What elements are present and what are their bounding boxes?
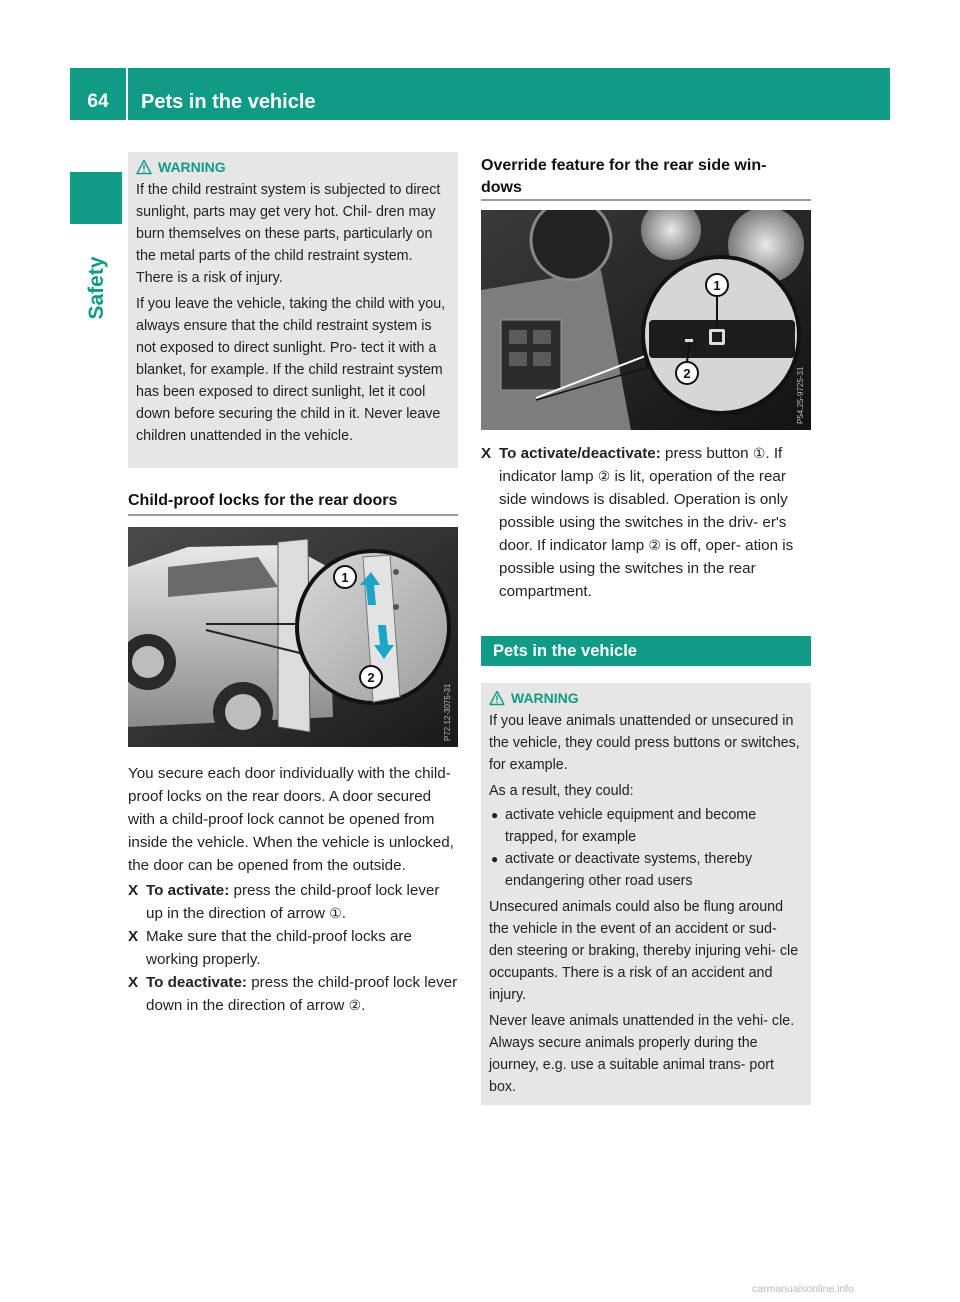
list-item <box>489 804 803 848</box>
callout-2: 2 <box>683 366 691 381</box>
warning-box-pets <box>481 683 811 1105</box>
bullet-icon: ● <box>491 852 499 866</box>
warning-paragraph-1: If the child restraint system is subjected to direct sunlight, parts may get very hot. Chil- dren may burn themselves on these parts, particularly on the metal parts of the child restraint system. There is a risk of injury. <box>136 182 441 286</box>
instruction-label: To deactivate: <box>146 974 247 991</box>
warning-heading <box>136 156 450 178</box>
list-item <box>489 848 803 892</box>
section-rule <box>128 514 458 516</box>
instruction-text: is lit, operation of the rear side windows is disabled. Operation is only possible using the switches in the driv- er's door. If indicator lamp <box>499 468 788 554</box>
instruction-text: Make sure that the child-proof locks are working properly. <box>146 928 412 968</box>
circled-number-2: ② <box>597 468 611 484</box>
warning-title: WARNING <box>158 159 226 175</box>
callout-1: 1 <box>341 570 349 585</box>
watermark: carmanualsonline.info <box>752 1283 855 1295</box>
section-heading-pets: Pets in the vehicle <box>481 636 811 666</box>
instruction-arrow-icon: X <box>481 445 492 462</box>
list-item-text: activate or deactivate systems, thereby endangering other road users <box>505 851 753 889</box>
header-divider <box>126 68 128 120</box>
warning-title: WARNING <box>511 690 579 706</box>
override-photo <box>481 210 811 430</box>
circled-number-2: ② <box>348 997 362 1013</box>
warning-bullet-list <box>489 804 803 892</box>
warning-box-child-restraint <box>128 152 458 468</box>
child-lock-illustration <box>128 527 458 747</box>
instruction-text: . If indicator lamp <box>499 445 783 485</box>
instruction-label: To activate: <box>146 882 230 899</box>
image-code: P72.12-3075-31 <box>443 683 452 741</box>
side-tab-text: Safety <box>85 256 108 320</box>
warning-paragraph-4: Never leave animals unattended in the vehi- cle. Always secure animals properly during the journey, e.g. use a suitable animal trans- port box. <box>489 1013 795 1095</box>
instruction-activate <box>128 879 458 925</box>
child-lock-body <box>128 762 458 1017</box>
instruction-label: To activate/deactivate: <box>499 445 661 462</box>
side-tab-label <box>72 236 122 336</box>
callout-2: 2 <box>367 670 375 685</box>
override-illustration <box>481 210 811 430</box>
list-item-text: activate vehicle equipment and become trapped, for example <box>505 807 757 845</box>
section-heading-override: Override feature for the rear side win- dows <box>481 157 767 196</box>
page-number: 64 <box>87 91 109 112</box>
override-body <box>481 442 811 603</box>
warning-triangle-icon <box>136 159 152 175</box>
circled-number-1: ① <box>752 445 766 461</box>
section-rule <box>481 199 811 201</box>
child-lock-intro: You secure each door individually with the child-proof locks on the rear doors. A door secured with a child-proof lock cannot be opened from inside the vehicle. When the vehicle is unlocked, the door can be opened from the outside. <box>128 765 454 874</box>
image-code: P54.25-9725-31 <box>796 366 805 424</box>
instruction-arrow-icon: X <box>128 974 139 991</box>
warning-paragraph-2: As a result, they could: <box>489 783 634 799</box>
side-tab-marker <box>70 172 122 224</box>
warning-heading <box>489 687 803 709</box>
instruction-text: is off, oper- ation is possible using the switches in the rear compartment. <box>499 537 794 600</box>
warning-paragraph-2: If you leave the vehicle, taking the child with you, always ensure that the child restraint system is not exposed to direct sunlight. Pro- tect it with a blanket, for example. If the child restraint system has been exposed to direct sunlight, let it cool down before securing the child in it. Never leave children unattended in the vehicle. <box>136 296 446 444</box>
instruction-text: press button <box>660 445 753 462</box>
instruction-text: press the child-proof lock lever down in the direction of arrow <box>146 974 458 1014</box>
instruction-deactivate <box>128 971 458 1017</box>
warning-paragraph-1: If you leave animals unattended or unsecured in the vehicle, they could press buttons or switches, for example. <box>489 713 800 773</box>
instruction-text: press the child-proof lock lever up in the direction of arrow <box>146 882 440 922</box>
warning-paragraph-3: Unsecured animals could also be flung around the vehicle in the event of an accident or sud- den steering or braking, thereby injuring vehi- cle occupants. There is a risk of an accident and injury. <box>489 899 799 1003</box>
instruction-arrow-icon: X <box>128 882 139 899</box>
bullet-icon: ● <box>491 808 499 822</box>
section-heading-child-locks: Child-proof locks for the rear doors <box>128 492 398 509</box>
instruction-check <box>128 925 458 971</box>
instruction-activate-deactivate <box>481 442 811 603</box>
page-title: Pets in the vehicle <box>141 91 316 113</box>
circled-number-1: ① <box>329 905 342 921</box>
warning-triangle-icon <box>489 690 505 706</box>
callout-1: 1 <box>713 278 721 293</box>
child-lock-photo <box>128 527 458 747</box>
instruction-end: . <box>341 905 346 922</box>
circled-number-2: ② <box>648 537 661 553</box>
instruction-end: . <box>361 997 366 1014</box>
instruction-arrow-icon: X <box>128 928 139 945</box>
